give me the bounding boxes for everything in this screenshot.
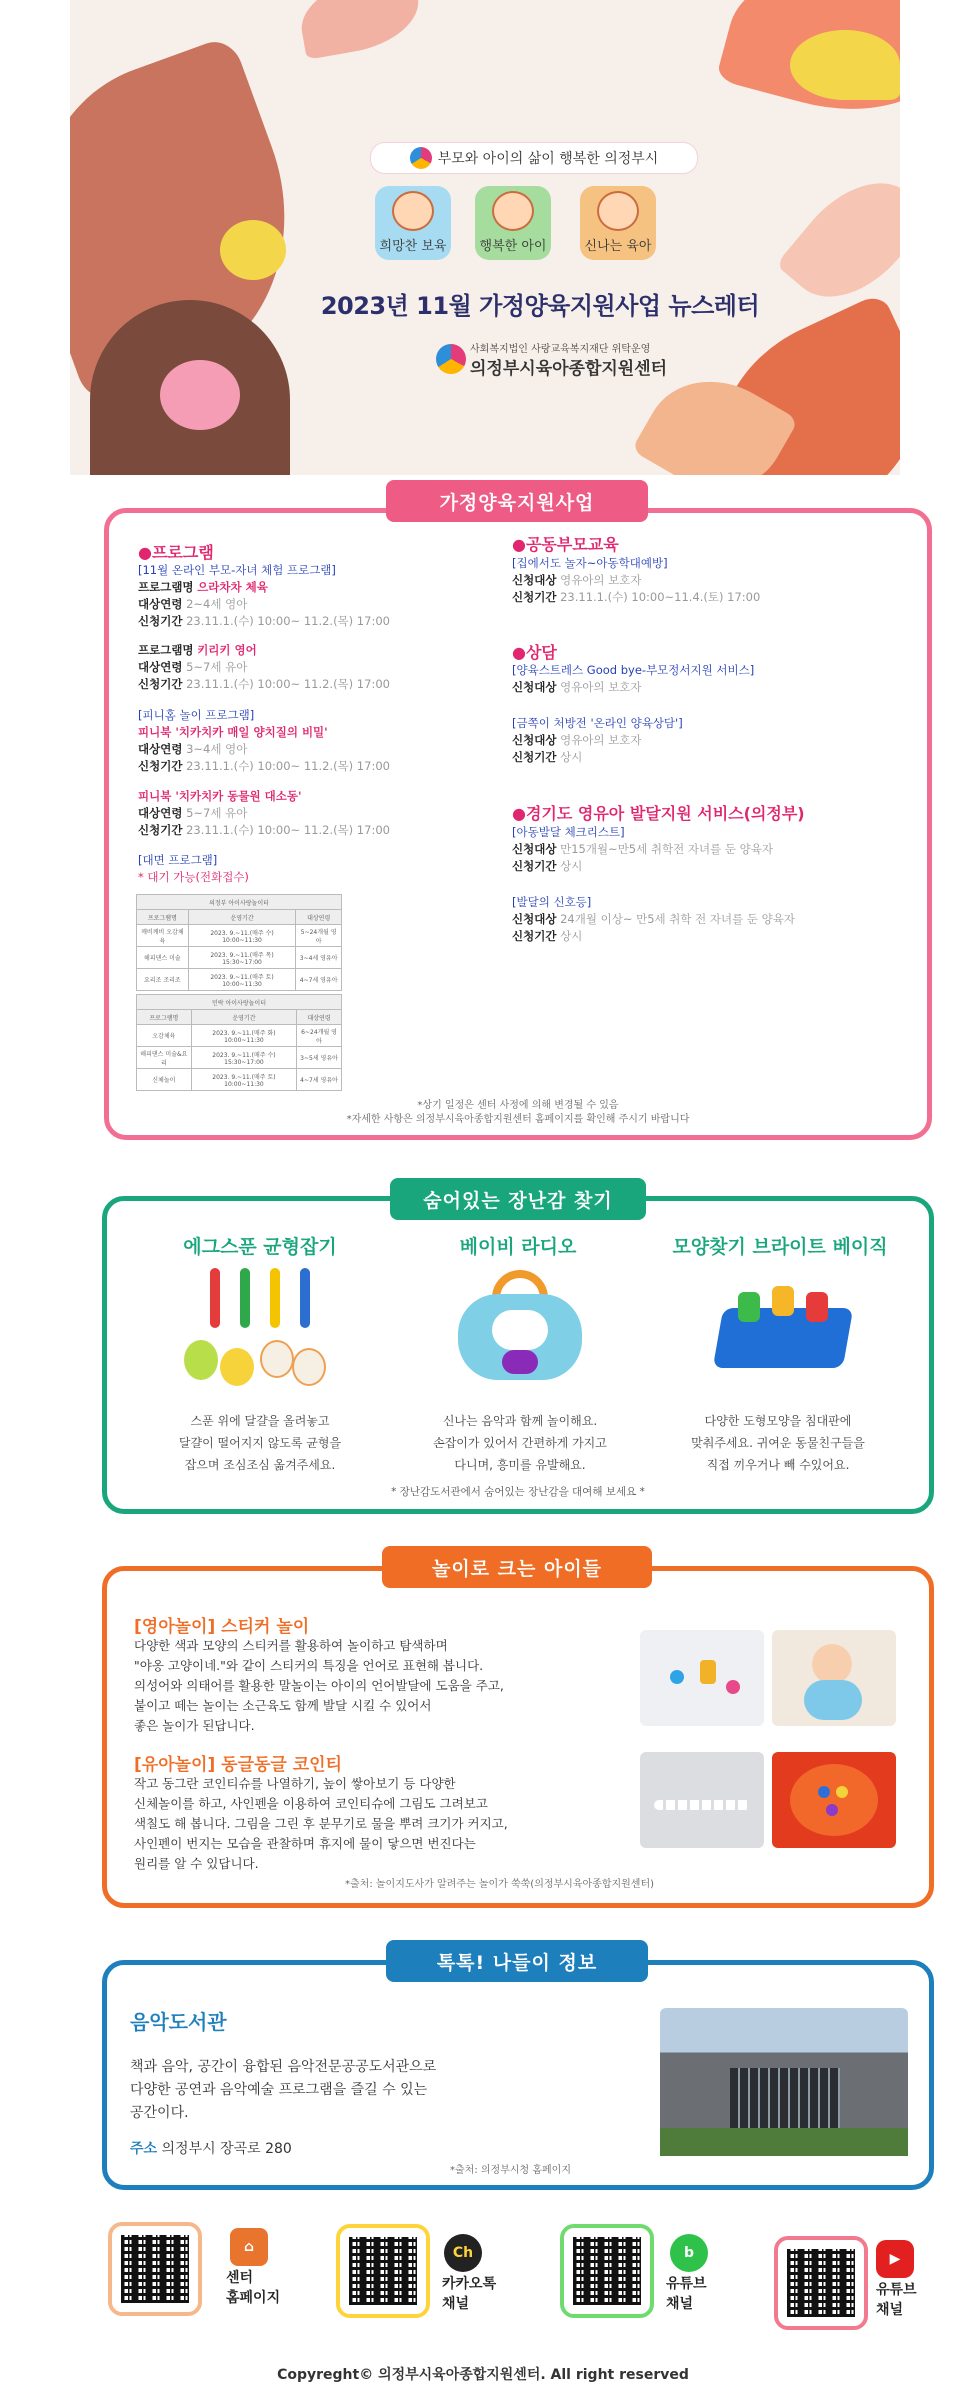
sticker-icon	[726, 1680, 740, 1694]
parent-baby-face-icon	[597, 191, 639, 231]
program-2-name-row	[138, 642, 257, 659]
child-play-text	[134, 1774, 508, 1874]
kakao-icon[interactable]: Ch	[444, 2234, 482, 2272]
text-line: "야옹 고양이네."와 같이 스티커의 특징을 언어로 표현해 봅니다.	[134, 1658, 484, 1673]
spoon-icon	[240, 1268, 250, 1328]
org-logo-icon	[436, 344, 466, 374]
coparent-tag: [집에서도 놀자~아동학대예방]	[512, 556, 668, 570]
colored-coin-icon	[818, 1786, 830, 1798]
table-cell: 5~24개월 영아	[296, 925, 342, 947]
table-title: 민락 아이사랑놀이터	[137, 995, 342, 1010]
program-heading: ●프로그램	[138, 543, 214, 562]
label: 프로그램명	[138, 643, 194, 657]
toy-3-desc-line: 직접 끼우거나 빼 수있어요.	[706, 1458, 850, 1472]
homepage-note: *자세한 사항은 의정부시육아종합지원센터 홈페이지를 확인해 주시기 바랍니다	[346, 1114, 690, 1125]
child-play-heading: [유아놀이] 동글동글 코인티	[134, 1755, 343, 1775]
happy-child-face-icon	[492, 191, 534, 231]
value: 5~7세 유아	[186, 806, 248, 820]
text-line: 다양한 공연과 음악예술 프로그램을 즐길 수 있는	[130, 2082, 428, 2098]
section-title-home-parenting: 가정양육지원사업	[386, 480, 648, 522]
label-line: 홈페이지	[226, 2290, 281, 2306]
toy-1-description	[130, 1410, 390, 1476]
text-line: 사인펜이 번지는 모습을 관찰하며 휴지에 물이 닿으면 번진다는	[134, 1836, 476, 1851]
table-cell: 신체놀이	[137, 1069, 192, 1091]
board	[713, 1308, 854, 1368]
value: 3~4세 영아	[186, 742, 248, 756]
table-cell: 2023. 9.~11.(매주 수) 15:30~17:00	[191, 1047, 296, 1069]
leaf-decoration	[220, 220, 286, 280]
program-4-name: 피니북 '치카치카 동물원 대소동'	[138, 789, 302, 803]
toy-2-desc-line: 다니며, 흥미를 유발해요.	[454, 1458, 586, 1472]
label: 신청기간	[138, 614, 183, 628]
address-label: 주소	[130, 2141, 158, 2157]
value: 영유아의 보호자	[560, 573, 642, 587]
label: 신청기간	[138, 823, 183, 837]
text-line: 다양한 색과 모양의 스티커를 활용하여 놀이하고 탐색하며	[134, 1638, 448, 1653]
sticker-play-photo	[640, 1630, 764, 1726]
table-row	[137, 1069, 342, 1091]
consult-2-period-row	[512, 749, 582, 766]
text-line: 책과 음악, 공간이 융합된 음악전문공공도서관으로	[130, 2059, 437, 2075]
hero-tagline	[370, 142, 698, 174]
baby-doll-photo	[772, 1630, 896, 1726]
colored-coin-icon	[836, 1786, 848, 1798]
table-cell: 요리조 조리조	[137, 969, 189, 991]
egg-icon	[260, 1340, 294, 1378]
table-cell: 2023. 9.~11.(매주 목) 15:30~17:00	[188, 947, 296, 969]
egg-spoon-toy-image	[180, 1268, 330, 1388]
value: 상시	[560, 750, 583, 764]
value: 상시	[560, 929, 583, 943]
table-cell: 해피댄스 미술	[137, 947, 189, 969]
toy-2-name: 베이비 라디오	[459, 1236, 577, 1258]
egg-icon	[292, 1348, 326, 1386]
table-cell: 2023. 9.~11.(매주 수) 10:00~11:30	[188, 925, 296, 947]
animal-piece-icon	[772, 1286, 794, 1316]
homepage-qr-code[interactable]	[108, 2222, 202, 2316]
table-cell: 오감체육	[137, 1025, 192, 1047]
toy-1-desc-line: 스푼 위에 달걀을 올려놓고	[190, 1414, 330, 1428]
colored-coin-icon	[826, 1804, 838, 1816]
value: 23.11.1.(수) 10:00~ 11.2.(목) 17:00	[186, 823, 390, 837]
qr-pattern	[349, 2237, 417, 2305]
outing-source-note: *출처: 의정부시청 홈페이지	[450, 2165, 571, 2176]
table-cell: 6~24개월 영아	[297, 1025, 342, 1047]
table-header: 프로그램명	[137, 910, 189, 925]
center-logo-icon	[410, 147, 432, 169]
text-line: 신체놀이를 하고, 사인펜을 이용하여 코인티슈에 그림도 그려보고	[134, 1796, 488, 1811]
table-cell: 2023. 9.~11.(매주 화) 10:00~11:30	[191, 1025, 296, 1047]
leaf-decoration	[790, 30, 900, 100]
value: 23.11.1.(수) 10:00~ 11.2.(목) 17:00	[186, 759, 390, 773]
dev-support-heading: ●경기도 영유아 발달지원 서비스(의정부)	[512, 804, 805, 823]
label-line: 채널	[876, 2302, 904, 2318]
program-1-period-row	[138, 613, 390, 630]
value: 24개월 이상~ 만5세 취학 전 자녀를 둔 양육자	[560, 912, 796, 926]
label-line: 채널	[442, 2296, 470, 2312]
toy-1-name: 에그스푼 균형잡기	[183, 1236, 337, 1258]
org-name: 의정부시육아종합지원센터	[470, 359, 668, 379]
shape-sorter-toy-image	[718, 1278, 848, 1378]
plate	[790, 1764, 878, 1836]
youtube-icon[interactable]: ▶	[876, 2240, 914, 2278]
label-line: 카카오톡	[442, 2276, 497, 2292]
table-header: 대상연령	[297, 1010, 342, 1025]
table-row	[137, 1047, 342, 1069]
toy-library-note: * 장난감도서관에서 숨어있는 장난감을 대여해 보세요 *	[391, 1486, 645, 1498]
toy-2-desc-line: 손잡이가 있어서 간편하게 가지고	[433, 1436, 607, 1450]
egg-icon	[184, 1340, 218, 1380]
table-cell: 3~4세 영유아	[296, 947, 342, 969]
schedule-change-note: *상기 일정은 센터 사정에 의해 변경될 수 있음	[417, 1100, 619, 1111]
label: 신청대상	[512, 733, 557, 747]
toy-2-desc-line: 신나는 음악과 함께 놀이해요.	[442, 1414, 598, 1428]
table-cell: 깨비깨비 오감체육	[137, 925, 189, 947]
place-name: 음악도서관	[130, 2010, 227, 2034]
value: 상시	[560, 859, 583, 873]
section-title-hidden-toys: 숨어있는 장난감 찾기	[390, 1178, 646, 1220]
fun-parenting-label: 신나는 육아	[584, 239, 652, 254]
table-header: 프로그램명	[137, 1010, 192, 1025]
text-line: 의성어와 의태어를 활용한 말놀이는 아이의 언어발달에 도움을 주고,	[134, 1678, 504, 1693]
value: 23.11.1.(수) 10:00~ 11.2.(목) 17:00	[186, 614, 390, 628]
label: 신청기간	[512, 859, 557, 873]
infant-play-heading: [영아놀이] 스티커 놀이	[134, 1617, 310, 1637]
label-line: 유튜브	[876, 2282, 917, 2298]
text-line: 원리를 알 수 있답니다.	[134, 1856, 259, 1871]
toy-1-desc-line: 달걀이 떨어지지 않도록 균형을	[178, 1436, 342, 1450]
infant-play-text	[134, 1636, 504, 1736]
toy-3-description	[648, 1410, 908, 1476]
section-title-outing-info: 톡톡! 나들이 정보	[386, 1940, 648, 1982]
egg-icon	[220, 1348, 254, 1386]
fun-parenting-icon-card	[580, 186, 656, 260]
label: 신청기간	[138, 677, 183, 691]
place-address-row	[130, 2138, 292, 2158]
label: 대상연령	[138, 806, 183, 820]
minrak-playground-table	[136, 994, 342, 1091]
qr-pattern	[573, 2237, 641, 2305]
table-title: 의정부 아이사랑놀이터	[137, 895, 342, 910]
table-header: 운영기간	[188, 910, 296, 925]
label-line: 센터	[226, 2270, 254, 2286]
uijeongbu-playground-table	[136, 894, 342, 991]
animal-piece-icon	[738, 1292, 760, 1322]
dev-2-target-row	[512, 911, 795, 928]
play-source-note: *출처: 놀이지도사가 알려주는 놀이가 쑥쑥(의정부시육아종합지원센터)	[345, 1879, 655, 1890]
value: 만15개월~만5세 취학전 자녀를 둔 양육자	[560, 842, 773, 856]
label: 신청대상	[512, 573, 557, 587]
toy-1-desc-line: 잡으며 조심조심 옮겨주세요.	[184, 1458, 336, 1472]
kakao-qr-code[interactable]	[336, 2224, 430, 2318]
children-face-icon	[392, 191, 434, 231]
hope-care-icon-card	[375, 186, 451, 260]
program-1-name-row	[138, 579, 268, 596]
toy-2-description	[390, 1410, 650, 1476]
dev-signal-tag: [발달의 신호등]	[512, 895, 592, 909]
label: 대상연령	[138, 660, 183, 674]
table-cell: 4~7세 영유아	[296, 969, 342, 991]
label: 대상연령	[138, 742, 183, 756]
value: 23.11.1.(수) 10:00~ 11.2.(목) 17:00	[186, 677, 390, 691]
qr-pattern	[121, 2235, 189, 2303]
text-line: 붙이고 떼는 놀이는 소근육도 함께 발달 시킬 수 있어서	[134, 1698, 432, 1713]
coparent-period-row	[512, 589, 760, 606]
trees	[660, 2128, 908, 2156]
offline-note: * 대기 가능(전화접수)	[138, 870, 249, 884]
coin-tissue-row	[654, 1800, 750, 1810]
toy-3-desc-line: 다양한 도형모양을 침대판에	[704, 1414, 852, 1428]
hero-tagline-text: 부모와 아이의 삶이 행복한 의정부시	[437, 151, 659, 167]
dev-1-period-row	[512, 858, 582, 875]
table-header: 운영기간	[191, 1010, 296, 1025]
program-2-target-row	[138, 659, 247, 676]
table-cell: 2023. 9.~11.(매주 토) 10:00~11:30	[191, 1069, 296, 1091]
sticker-icon	[700, 1660, 716, 1684]
dev-2-period-row	[512, 928, 582, 945]
value: 영유아의 보호자	[560, 680, 642, 694]
home-icon[interactable]: ⌂	[230, 2228, 268, 2266]
table-row	[137, 947, 342, 969]
text-line: 좋은 놀이가 된답니다.	[134, 1718, 255, 1733]
happy-child-icon-card	[475, 186, 551, 260]
puppet-program-tag: [피니홈 놀이 프로그램]	[138, 708, 255, 722]
leaf-decoration	[776, 157, 900, 322]
label: 신청대상	[512, 680, 557, 694]
kakao-channel-label	[442, 2274, 496, 2314]
animal-piece-icon	[806, 1292, 828, 1322]
hope-care-label: 희망찬 보육	[379, 239, 447, 254]
table-row	[137, 925, 342, 947]
table-cell: 4~7세 영유아	[297, 1069, 342, 1091]
label: 신청기간	[138, 759, 183, 773]
program-1-name: 으라차차 체육	[197, 580, 268, 594]
table-cell: 3~5세 영유아	[297, 1047, 342, 1069]
program-3-target-row	[138, 741, 247, 758]
consult-tag: [양육스트레스 Good bye-부모정서지원 서비스]	[512, 663, 755, 677]
doll-body	[804, 1680, 862, 1720]
dev-1-target-row	[512, 841, 773, 858]
consult-1-target-row	[512, 679, 642, 696]
org-subtitle: 사회복지법인 사랑교육복지재단 위탁운영	[470, 344, 651, 355]
text-line: 공간이다.	[130, 2105, 189, 2121]
youtube-channel-label	[876, 2280, 917, 2320]
blog-qr-code[interactable]	[560, 2224, 654, 2318]
table-header: 대상연령	[296, 910, 342, 925]
dev-checklist-tag: [아동발달 체크리스트]	[512, 825, 625, 839]
radio-button	[502, 1350, 538, 1374]
newsletter-title: 2023년 11월 가정양육지원사업 뉴스레터	[320, 292, 760, 320]
program-4-target-row	[138, 805, 247, 822]
label: 신청대상	[512, 842, 557, 856]
label: 신청기간	[512, 590, 557, 604]
music-library-photo	[660, 2008, 908, 2156]
label-line: 유튜브	[666, 2276, 707, 2292]
youtube-qr-code[interactable]	[774, 2236, 868, 2330]
table-cell: 해피댄스 미술&요리	[137, 1047, 192, 1069]
qr-pattern	[787, 2249, 855, 2317]
happy-child-label: 행복한 아이	[479, 239, 547, 254]
coin-tissue-photo	[640, 1752, 764, 1848]
program-2-period-row	[138, 676, 390, 693]
section-title-play-growth: 놀이로 크는 아이들	[382, 1546, 652, 1588]
label: 프로그램명	[138, 580, 194, 594]
toy-3-name: 모양찾기 브라이트 베이직	[672, 1236, 888, 1258]
program-2-name: 키리키 영어	[197, 643, 257, 657]
colored-tissue-photo	[772, 1752, 896, 1848]
doll-head	[812, 1644, 852, 1684]
leaf-decoration	[295, 0, 425, 60]
sticker-icon	[670, 1670, 684, 1684]
consult-heading: ●상담	[512, 643, 557, 662]
leaf-decoration	[160, 360, 240, 430]
spoon-icon	[300, 1268, 310, 1328]
spoon-icon	[210, 1268, 220, 1328]
spoon-icon	[270, 1268, 280, 1328]
consult-2-target-row	[512, 732, 642, 749]
copyright: Copyreght© 의정부시육아종합지원센터. All right reserved	[277, 2367, 689, 2383]
table-row	[137, 969, 342, 991]
blog-channel-label	[666, 2274, 707, 2314]
text-line: 작고 동그란 코인티슈를 나열하기, 높이 쌓아보기 등 다양한	[134, 1776, 456, 1791]
value: 23.11.1.(수) 10:00~11.4.(토) 17:00	[560, 590, 761, 604]
table-row	[137, 1025, 342, 1047]
program-3-name: 피니북 '치카치카 매일 양치질의 비밀'	[138, 725, 328, 739]
place-description	[130, 2056, 436, 2125]
label: 대상연령	[138, 597, 183, 611]
label: 신청기간	[512, 750, 557, 764]
hero-banner	[70, 0, 900, 475]
program-3-period-row	[138, 758, 390, 775]
consult-tag-2: [금쪽이 처방전 '온라인 양육상담']	[512, 716, 683, 730]
program-1-target-row	[138, 596, 247, 613]
address-value: 의정부시 장곡로 280	[161, 2141, 292, 2157]
coparent-target-row	[512, 572, 642, 589]
coparent-heading: ●공동부모교육	[512, 535, 619, 554]
label: 신청대상	[512, 912, 557, 926]
program-4-period-row	[138, 822, 390, 839]
value: 2~4세 영아	[186, 597, 248, 611]
offline-program-tag: [대면 프로그램]	[138, 853, 218, 867]
label-line: 채널	[666, 2296, 694, 2312]
table-cell: 2023. 9.~11.(매주 토) 10:00~11:30	[188, 969, 296, 991]
baby-radio-image	[458, 1270, 582, 1382]
radio-face	[492, 1310, 548, 1350]
online-program-tag: [11월 온라인 부모-자녀 체험 프로그램]	[138, 563, 336, 577]
value: 5~7세 유아	[186, 660, 248, 674]
text-line: 색칠도 해 봅니다. 그림을 그린 후 분무기로 물을 뿌려 크기가 커지고,	[134, 1816, 508, 1831]
value: 영유아의 보호자	[560, 733, 642, 747]
toy-3-desc-line: 맞춰주세요. 귀여운 동물친구들을	[691, 1436, 865, 1450]
blog-icon[interactable]: b	[670, 2234, 708, 2272]
homepage-channel-label	[226, 2268, 280, 2308]
label: 신청기간	[512, 929, 557, 943]
